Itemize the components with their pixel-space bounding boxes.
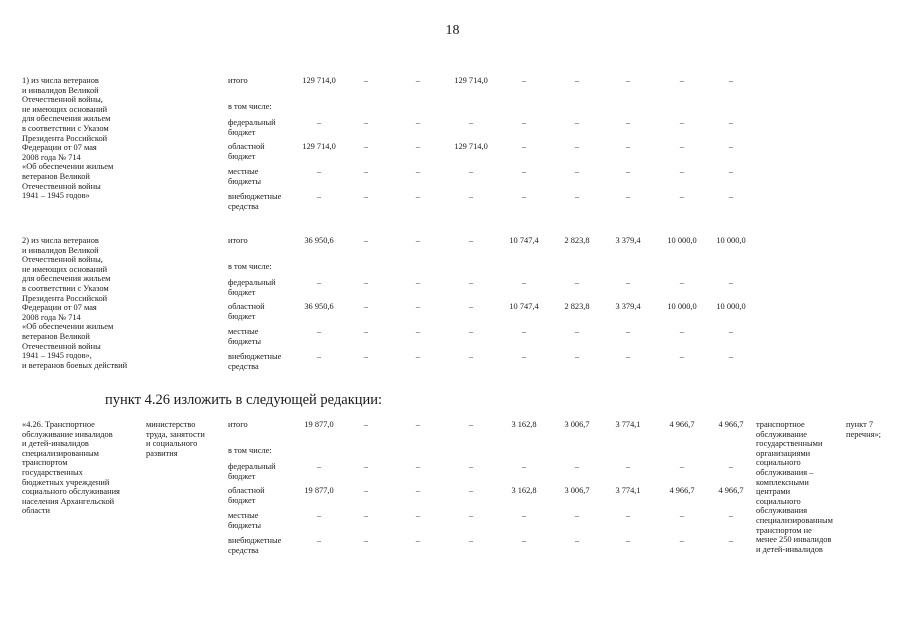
table-cell: 10 747,4 [509, 236, 539, 245]
table-cell: – [415, 536, 421, 545]
table-cell: – [625, 327, 631, 336]
table-cell: – [363, 236, 369, 245]
table-cell: – [728, 352, 734, 361]
funding-source: местные бюджеты [228, 511, 262, 530]
funding-source: итого [228, 76, 248, 85]
funding-source: в том числе: [228, 102, 272, 111]
funding-source: местные бюджеты [228, 167, 262, 186]
table-cell: – [363, 462, 369, 471]
table-cell: – [468, 278, 474, 287]
table-cell: – [415, 118, 421, 127]
table-cell: – [625, 142, 631, 151]
activity-label: 1) из числа ветеранов и инвалидов Великой Отечественной войны, не имеющих оснований для обеспечения жильем в соответствии с Указом Президента Российской Федерации от 07 мая 2008 года № 714 «Об обеспечении жильем ветеранов Великой Отечественной войны 1941 – 1945 годов» [22, 76, 114, 201]
table-cell: – [574, 76, 580, 85]
table-cell: – [574, 327, 580, 336]
table-cell: – [316, 536, 322, 545]
table-cell: – [625, 76, 631, 85]
funding-source: областной бюджет [228, 486, 265, 505]
table-cell: – [363, 278, 369, 287]
table-cell: – [574, 462, 580, 471]
table-cell: 3 162,8 [511, 486, 537, 495]
table-cell: – [468, 236, 474, 245]
table-cell: 3 006,7 [564, 420, 590, 429]
table-cell: – [679, 352, 685, 361]
result-cell: транспортное обслуживание государственными организациями социального обслуживания – комплексными центрами социального обслуживания специализированным транспортом не менее 250 инвалидов и детей-инвалидов [756, 420, 833, 554]
table-cell: – [521, 352, 527, 361]
table-cell: 3 774,1 [615, 420, 641, 429]
table-cell: 4 966,7 [669, 420, 695, 429]
table-cell: – [415, 486, 421, 495]
table-cell: – [574, 536, 580, 545]
table-cell: – [625, 278, 631, 287]
funding-source: федеральный бюджет [228, 118, 276, 137]
table-cell: – [574, 511, 580, 520]
table-cell: – [625, 118, 631, 127]
table-cell: – [363, 327, 369, 336]
table-cell: – [574, 118, 580, 127]
table-cell: – [363, 192, 369, 201]
table-cell: – [679, 118, 685, 127]
table-cell: – [415, 236, 421, 245]
table-cell: – [574, 278, 580, 287]
table-cell: 19 877,0 [304, 420, 334, 429]
table-cell: – [468, 536, 474, 545]
table-cell: 3 379,4 [615, 236, 641, 245]
table-cell: – [679, 536, 685, 545]
table-cell: 10 000,0 [716, 236, 746, 245]
table-cell: – [728, 278, 734, 287]
table-cell: – [415, 167, 421, 176]
table-cell: – [625, 167, 631, 176]
table-cell: – [468, 462, 474, 471]
funding-source: итого [228, 420, 248, 429]
table-cell: 2 823,8 [564, 236, 590, 245]
table-cell: – [468, 118, 474, 127]
table-cell: – [415, 302, 421, 311]
table-cell: – [468, 352, 474, 361]
activity-label: «4.26. Транспортное обслуживание инвалидов и детей-инвалидов специализированным транспортом государственных бюджетных учреждений социального обслуживания населения Архангельской области [22, 420, 120, 516]
funding-source: внебюджетные средства [228, 192, 282, 211]
funding-source: в том числе: [228, 262, 272, 271]
table-cell: – [316, 462, 322, 471]
funding-source: итого [228, 236, 248, 245]
table-cell: – [363, 302, 369, 311]
table-cell: – [728, 462, 734, 471]
table-cell: – [521, 278, 527, 287]
table-cell: – [363, 76, 369, 85]
table-cell: 36 950,6 [304, 236, 334, 245]
table-cell: 4 966,7 [718, 486, 744, 495]
table-cell: – [625, 192, 631, 201]
table-cell: – [316, 352, 322, 361]
table-cell: – [415, 278, 421, 287]
table-cell: – [468, 192, 474, 201]
table-cell: – [415, 142, 421, 151]
table-cell: – [574, 352, 580, 361]
table-cell: 129 714,0 [302, 76, 336, 85]
table-cell: – [625, 462, 631, 471]
funding-source: в том числе: [228, 446, 272, 455]
table-cell: – [468, 327, 474, 336]
table-cell: – [728, 192, 734, 201]
table-cell: – [363, 142, 369, 151]
table-cell: – [316, 511, 322, 520]
table-cell: – [574, 167, 580, 176]
table-cell: – [521, 118, 527, 127]
table-cell: – [625, 536, 631, 545]
table-cell: – [363, 536, 369, 545]
table-cell: – [521, 192, 527, 201]
table-cell: – [728, 118, 734, 127]
table-cell: – [316, 118, 322, 127]
table-cell: – [728, 142, 734, 151]
table-cell: – [363, 486, 369, 495]
table-cell: – [625, 511, 631, 520]
table-cell: 3 379,4 [615, 302, 641, 311]
executor-cell: министерство труда, занятости и социального развития [146, 420, 205, 458]
table-cell: 19 877,0 [304, 486, 334, 495]
funding-source: областной бюджет [228, 142, 265, 161]
table-cell: 10 000,0 [667, 236, 697, 245]
table-cell: – [316, 278, 322, 287]
table-cell: – [728, 327, 734, 336]
table-cell: – [521, 142, 527, 151]
table-cell: 4 966,7 [669, 486, 695, 495]
table-cell: – [363, 167, 369, 176]
funding-source: федеральный бюджет [228, 462, 276, 481]
table-cell: – [728, 511, 734, 520]
table-cell: – [728, 167, 734, 176]
table-cell: – [728, 76, 734, 85]
table-cell: – [728, 536, 734, 545]
table-cell: 129 714,0 [454, 76, 488, 85]
table-cell: – [415, 76, 421, 85]
table-cell: – [415, 511, 421, 520]
table-cell: – [468, 486, 474, 495]
table-cell: 10 747,4 [509, 302, 539, 311]
table-cell: – [468, 302, 474, 311]
table-cell: – [363, 420, 369, 429]
table-cell: – [363, 118, 369, 127]
funding-source: местные бюджеты [228, 327, 262, 346]
funding-source: областной бюджет [228, 302, 265, 321]
table-cell: – [625, 352, 631, 361]
note-cell: пункт 7 перечня»; [846, 420, 881, 439]
table-cell: – [574, 192, 580, 201]
table-cell: – [468, 511, 474, 520]
section-heading: пункт 4.26 изложить в следующей редакции: [105, 392, 383, 408]
table-cell: – [679, 167, 685, 176]
table-cell: – [521, 511, 527, 520]
table-cell: 2 823,8 [564, 302, 590, 311]
table-cell: – [679, 327, 685, 336]
table-cell: – [363, 511, 369, 520]
table-cell: – [679, 511, 685, 520]
table-cell: – [521, 462, 527, 471]
funding-source: федеральный бюджет [228, 278, 276, 297]
table-cell: 129 714,0 [454, 142, 488, 151]
table-cell: 3 162,8 [511, 420, 537, 429]
activity-label: 2) из числа ветеранов и инвалидов Великой Отечественной войны, не имеющих оснований для обеспечения жильем в соответствии с Указом Президента Российской Федерации от 07 мая 2008 года № 714 «Об обеспечении жильем ветеранов Великой Отечественной войны 1941 – 1945 годов», и ветеранов боевых действий [22, 236, 128, 370]
table-cell: – [679, 192, 685, 201]
table-cell: – [316, 192, 322, 201]
table-cell: 3 774,1 [615, 486, 641, 495]
table-cell: – [521, 327, 527, 336]
table-cell: 4 966,7 [718, 420, 744, 429]
table-cell: – [521, 167, 527, 176]
table-cell: – [679, 278, 685, 287]
table-cell: – [316, 167, 322, 176]
table-cell: – [679, 462, 685, 471]
table-cell: 10 000,0 [716, 302, 746, 311]
funding-source: внебюджетные средства [228, 536, 282, 555]
table-cell: – [415, 462, 421, 471]
table-cell: – [679, 142, 685, 151]
page-number: 18 [445, 23, 460, 38]
table-cell: – [521, 536, 527, 545]
table-cell: – [415, 420, 421, 429]
table-cell: 3 006,7 [564, 486, 590, 495]
funding-source: внебюджетные средства [228, 352, 282, 371]
table-cell: – [415, 352, 421, 361]
table-cell: – [574, 142, 580, 151]
table-cell: – [316, 327, 322, 336]
table-cell: – [679, 76, 685, 85]
table-cell: – [415, 327, 421, 336]
table-cell: – [521, 76, 527, 85]
table-cell: – [363, 352, 369, 361]
table-cell: 129 714,0 [302, 142, 336, 151]
table-cell: 36 950,6 [304, 302, 334, 311]
table-cell: – [468, 420, 474, 429]
table-cell: – [415, 192, 421, 201]
table-cell: 10 000,0 [667, 302, 697, 311]
table-cell: – [468, 167, 474, 176]
